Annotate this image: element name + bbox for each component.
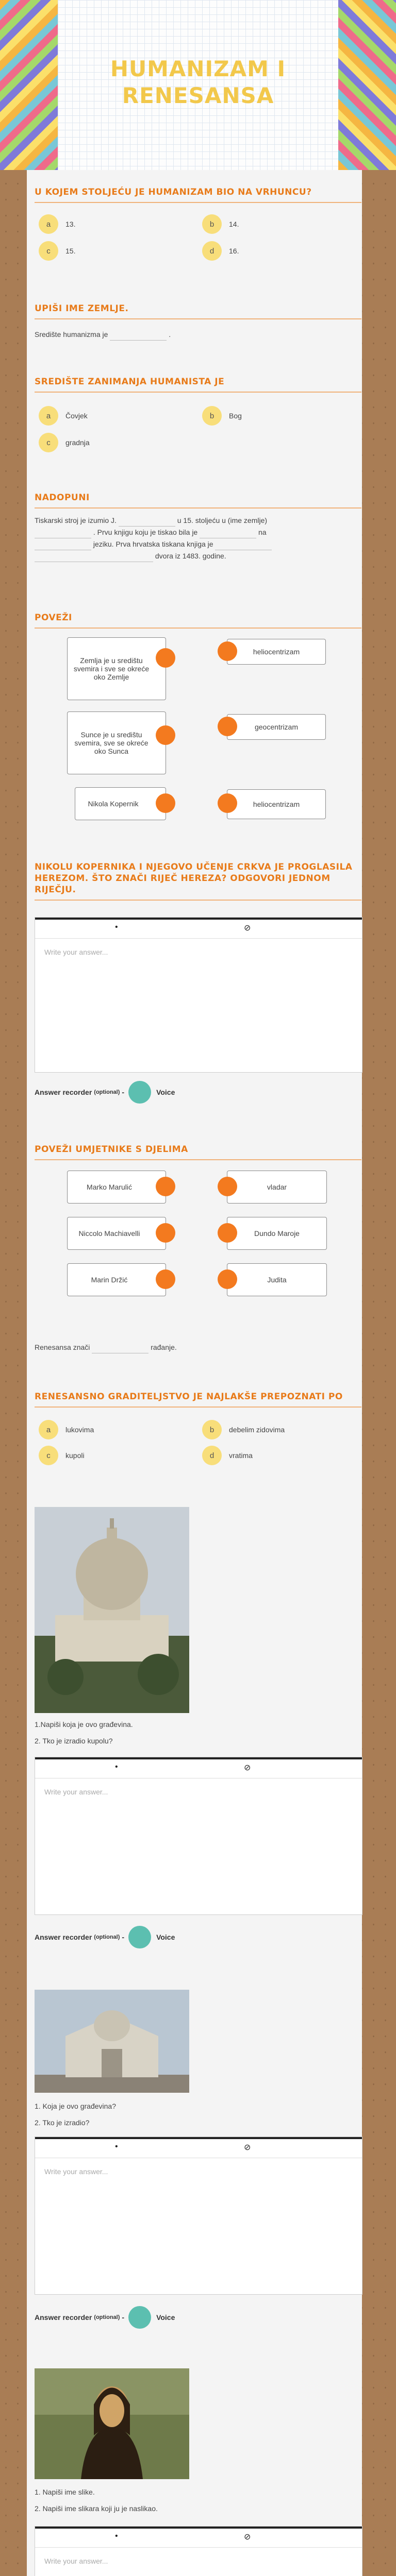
- q4-blank-4[interactable]: [35, 538, 91, 550]
- q7-left-connector-1[interactable]: [156, 1177, 175, 1196]
- header: [0, 0, 396, 170]
- q7-right-connector-3[interactable]: [218, 1269, 237, 1289]
- q7-question: POVEŽI UMJETNIKE S DJELIMA: [35, 1144, 188, 1155]
- divider: [35, 900, 361, 901]
- q5-left-connector-1[interactable]: [156, 648, 175, 668]
- clear-format-button[interactable]: ⊘: [244, 924, 251, 933]
- q5-question: POVEŽI: [35, 613, 72, 623]
- q1-section: [35, 187, 361, 203]
- bullet-list-button[interactable]: •: [115, 1762, 118, 1771]
- editor-toolbar: [35, 918, 362, 939]
- cathedral-photo: [35, 1990, 189, 2093]
- q5-right-connector-3[interactable]: [218, 793, 237, 813]
- bullet-list-button[interactable]: •: [115, 2142, 118, 2151]
- q5-right-connector-1[interactable]: [218, 641, 237, 661]
- q3-option-b[interactable]: b Bog: [202, 406, 242, 426]
- q7-blank-input[interactable]: [92, 1342, 148, 1353]
- editor-toolbar: [35, 2527, 362, 2548]
- q8-option-a[interactable]: a lukovima: [39, 1420, 94, 1439]
- q5-left-connector-2[interactable]: [156, 725, 175, 745]
- divider: [35, 507, 361, 509]
- q6-section: [35, 861, 361, 901]
- q4-question: NADOPUNI: [35, 493, 90, 503]
- q4-blank-6[interactable]: [35, 550, 153, 562]
- q7-right-connector-1[interactable]: [218, 1177, 237, 1196]
- q2-section: [35, 303, 361, 341]
- clear-format-button[interactable]: ⊘: [244, 2143, 251, 2152]
- q4-blank-1[interactable]: [119, 515, 175, 527]
- page-title: HUMANIZAM I RENESANSA: [110, 56, 286, 108]
- q2-sentence: Središte humanizma je .: [35, 329, 361, 341]
- q3-question: SREDIŠTE ZANIMANJA HUMANISTA JE: [35, 377, 225, 387]
- q5-section: [35, 612, 361, 629]
- q7-section: [35, 1144, 361, 1160]
- basilica-photo: [35, 1507, 189, 1713]
- q5-left-item-2[interactable]: Sunce je u središtu svemira, sve se okreće oko Sunca: [67, 711, 166, 774]
- q5-left-item-1[interactable]: Zemlja je u središtu svemira i sve se okreće oko Zemlje: [67, 637, 166, 700]
- q2-blank-input[interactable]: [110, 329, 167, 341]
- q7-left-connector-3[interactable]: [156, 1269, 175, 1289]
- q3-section: [35, 376, 361, 393]
- q7-left-item-1[interactable]: Marko Marulić: [67, 1171, 166, 1204]
- q5-right-item-2[interactable]: geocentrizam: [227, 714, 326, 740]
- chevron-pattern-left: [0, 0, 58, 170]
- q7-left-connector-2[interactable]: [156, 1223, 175, 1243]
- answer-placeholder: Write your answer...: [44, 2167, 108, 2176]
- q4-blank-3[interactable]: [200, 527, 256, 538]
- q4-blank-2[interactable]: [35, 527, 91, 538]
- q7-left-item-3[interactable]: Marin Držić: [67, 1263, 166, 1296]
- divider: [35, 1159, 361, 1160]
- q5-right-item-3[interactable]: heliocentrizam: [227, 789, 326, 819]
- divider: [35, 318, 361, 319]
- q7-right-connector-2[interactable]: [218, 1223, 237, 1243]
- q1-option-c[interactable]: c 15.: [39, 241, 75, 261]
- clear-format-button[interactable]: ⊘: [244, 1764, 251, 1772]
- answer-placeholder: Write your answer...: [44, 2557, 108, 2565]
- q4-section: [35, 492, 361, 562]
- chevron-pattern-right: [338, 0, 396, 170]
- q8-option-d[interactable]: d vratima: [202, 1446, 253, 1465]
- voice-record-button[interactable]: [128, 1081, 151, 1104]
- q1-option-d[interactable]: d 16.: [202, 241, 239, 261]
- q1-option-b[interactable]: b 14.: [202, 214, 239, 234]
- editor-toolbar: [35, 2137, 362, 2158]
- q6-answer-editor[interactable]: [35, 917, 362, 1073]
- q3-option-c[interactable]: c gradnja: [39, 433, 90, 452]
- q5-right-item-1[interactable]: heliocentrizam: [227, 639, 326, 665]
- divider: [35, 392, 361, 393]
- q6-answer-recorder: Answer recorder (optional) - Voice: [35, 1081, 175, 1104]
- answer-placeholder: Write your answer...: [44, 948, 108, 956]
- q9-answer-recorder: Answer recorder (optional) - Voice: [35, 1926, 175, 1948]
- voice-record-button[interactable]: [128, 2306, 151, 2329]
- q5-right-connector-2[interactable]: [218, 717, 237, 736]
- q9-answer-editor[interactable]: [35, 1757, 362, 1915]
- q10-questions: 1. Koja je ovo građevina? 2. Tko je izradio?: [35, 2102, 116, 2127]
- q3-option-a[interactable]: a Čovjek: [39, 406, 88, 426]
- q9-questions: 1.Napiši koja je ovo građevina. 2. Tko je izradio kupolu?: [35, 1720, 133, 1745]
- painting-photo: [35, 2368, 189, 2479]
- q1-question: U KOJEM STOLJEĆU JE HUMANIZAM BIO NA VRHUNCU?: [35, 187, 312, 197]
- q7-left-item-2[interactable]: Niccolo Machiavelli: [67, 1217, 166, 1250]
- voice-record-button[interactable]: [128, 1926, 151, 1948]
- q4-blank-5[interactable]: [215, 538, 272, 550]
- q11-answer-editor[interactable]: [35, 2526, 362, 2576]
- bullet-list-button[interactable]: •: [115, 923, 118, 931]
- q8-option-b[interactable]: b debelim zidovima: [202, 1420, 285, 1439]
- q4-paragraph: Tiskarski stroj je izumio J. u 15. stoljeću u (ime zemlje) . Prvu knjigu koju je tiskao bila je na jeziku. Prva hrvatska tiskana knjiga je dvora iz 1483. godine.: [35, 515, 323, 562]
- q11-questions: 1. Napiši ime slike. 2. Napiši ime slikara koji ju je naslikao.: [35, 2488, 158, 2513]
- q7-right-item-1[interactable]: vladar: [227, 1171, 327, 1204]
- divider: [35, 202, 361, 203]
- q10-answer-recorder: Answer recorder (optional) - Voice: [35, 2306, 175, 2329]
- clear-format-button[interactable]: ⊘: [244, 2533, 251, 2541]
- q5-left-item-3[interactable]: Nikola Kopernik: [75, 787, 166, 820]
- q1-option-a[interactable]: a 13.: [39, 214, 75, 234]
- q5-left-connector-3[interactable]: [156, 793, 175, 813]
- bullet-list-button[interactable]: •: [115, 2532, 118, 2540]
- q7-sentence: Renesansa znači rađanje.: [35, 1342, 177, 1353]
- q8-option-c[interactable]: c kupoli: [39, 1446, 85, 1465]
- q8-section: [35, 1391, 361, 1408]
- divider: [35, 1406, 361, 1408]
- q6-question: NIKOLU KOPERNIKA I NJEGOVO UČENJE CRKVA JE PROGLASILA HEREZOM. ŠTO ZNAČI RIJEČ HEREZA? ODGOVORI JEDNOM RIJEČJU.: [35, 862, 353, 895]
- q7-right-item-2[interactable]: Dundo Maroje: [227, 1217, 327, 1250]
- q8-question: RENESANSNO GRADITELJSTVO JE NAJLAKŠE PREPOZNATI PO: [35, 1392, 343, 1402]
- q2-question: UPIŠI IME ZEMLJE.: [35, 303, 129, 314]
- q7-right-item-3[interactable]: Judita: [227, 1263, 327, 1296]
- answer-placeholder: Write your answer...: [44, 1788, 108, 1796]
- divider: [35, 628, 361, 629]
- editor-toolbar: [35, 1757, 362, 1778]
- q10-answer-editor[interactable]: [35, 2137, 362, 2295]
